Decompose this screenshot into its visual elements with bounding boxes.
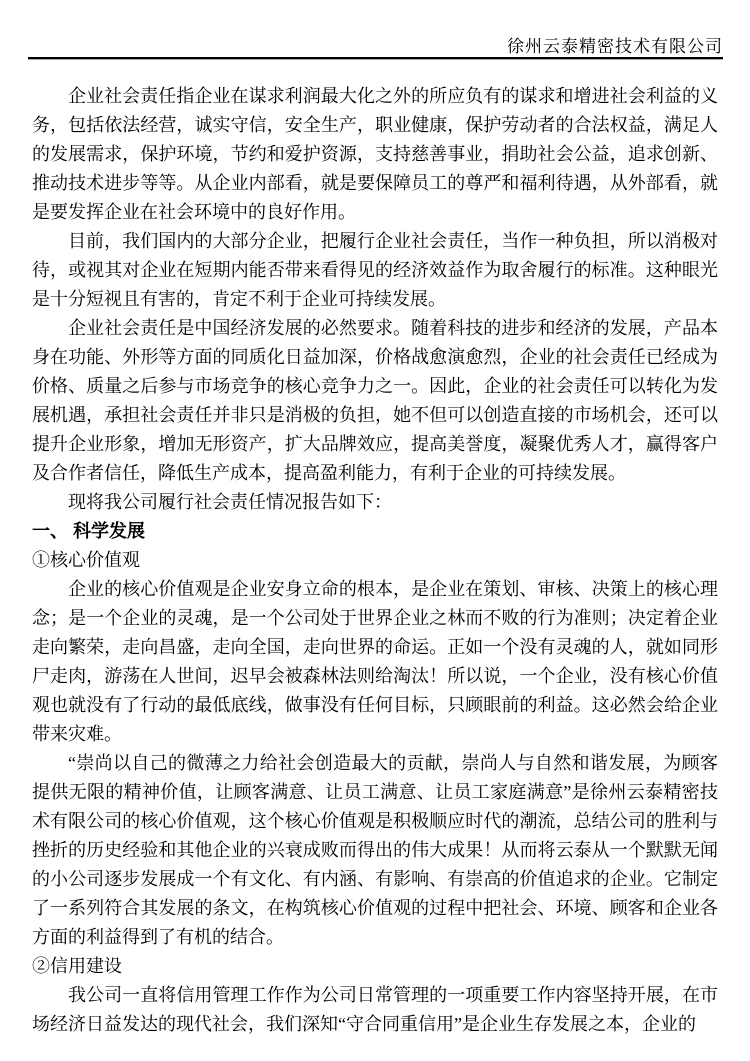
paragraph-company-core-values: “崇尚以自己的微薄之力给社会创造最大的贡献，崇尚人与自然和谐发展，为顾客提供无限的精神价值，让顾客满意、让员工满意、让员工家庭满意”是徐州云泰精密技术有限公司的核心价值观，这个核心价值观是积极顺应时代的潮流，总结公司的胜利与挫折的历史经验和其他企业的兴衰成败而得出的伟大成果！从而将云泰从一个默默无闻的小公司逐步发展成一个有文化、有内涵、有影响、有崇高的价值追求的企业。它制定了一系列符合其发展的条文，在构筑核心价值观的过程中把社会、环境、顾客和企业各方面的利益得到了有机的结合。 <box>32 753 718 947</box>
sub-heading-credit-building: ②信用建设 <box>32 956 122 976</box>
paragraph-report-intro: 现将我公司履行社会责任情况报告如下： <box>68 492 392 512</box>
sub-heading-core-values: ①核心价值观 <box>32 550 140 570</box>
paragraph-credit-management: 我公司一直将信用管理工作作为公司日常管理的一项重要工作内容坚持开展，在市场经济日益发达的现代社会，我们深知“守合同重信用”是企业生存发展之本，企业的 <box>32 985 718 1034</box>
document-body <box>32 82 718 1039</box>
header-rule <box>28 57 723 59</box>
paragraph-csr-definition: 企业社会责任指企业在谋求利润最大化之外的所应负有的谋求和增进社会利益的义务，包括依法经营，诚实守信，安全生产，职业健康，保护劳动者的合法权益，满足人的发展需求，保护环境，节约和爱护资源，支持慈善事业，捐助社会公益，追求创新、推动技术进步等等。从企业内部看，就是要保障员工的尊严和福利待遇，从外部看，就是要发挥企业在社会环境中的良好作用。 <box>32 86 718 222</box>
section-heading-scientific-development: 一、 科学发展 <box>32 521 146 541</box>
paragraph-csr-necessity: 企业社会责任是中国经济发展的必然要求。随着科技的进步和经济的发展，产品本身在功能、外形等方面的同质化日益加深，价格战愈演愈烈，企业的社会责任已经成为价格、质量之后参与市场竞争的核心竞争力之一。因此，企业的社会责任可以转化为发展机遇，承担社会责任并非只是消极的负担，她不但可以创造直接的市场机会，还可以提升企业形象，增加无形资产，扩大品牌效应，提高美誉度，凝聚优秀人才，赢得客户及合作者信任，降低生产成本，提高盈利能力，有利于企业的可持续发展。 <box>32 318 718 483</box>
header-company-name: 徐州云泰精密技术有限公司 <box>507 37 723 56</box>
paragraph-core-values-importance: 企业的核心价值观是企业安身立命的根本，是企业在策划、审核、决策上的核心理念；是一个企业的灵魂，是一个公司处于世界企业之林而不败的行为准则；决定着企业走向繁荣，走向昌盛，走向全国，走向世界的命运。正如一个没有灵魂的人，就如同形尸走肉，游荡在人世间，迟早会被森林法则给淘汰！所以说，一个企业，没有核心价值观也就没有了行动的最低底线，做事没有任何目标，只顾眼前的利益。这必然会给企业带来灾难。 <box>32 579 718 744</box>
paragraph-current-situation: 目前，我们国内的大部分企业，把履行企业社会责任，当作一种负担，所以消极对待，或视其对企业在短期内能否带来看得见的经济效益作为取舍履行的标准。这种眼光是十分短视且有害的，肯定不利于企业可持续发展。 <box>32 231 718 309</box>
